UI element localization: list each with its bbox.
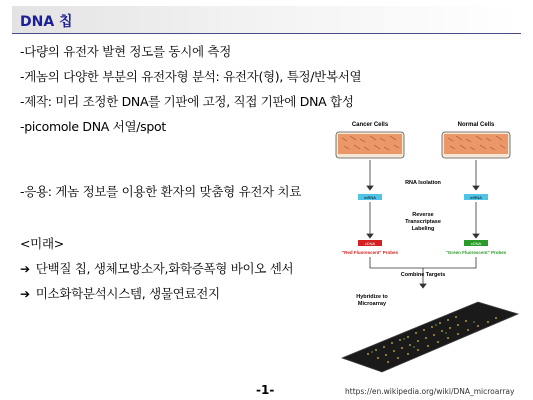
source-url: https://en.wikipedia.org/wiki/DNA_microarray — [345, 387, 515, 396]
bullet-line-2: -게놈의 다양한 부분의 유전자형 분석: 유전자(형), 특정/반복서열 — [20, 69, 362, 84]
dna-microarray-diagram — [328, 118, 523, 380]
hybridize-label-2: Microarray — [357, 301, 387, 307]
mrna-label-normal: mRNA — [470, 194, 482, 200]
normal-petri-dish — [442, 132, 510, 158]
future-item-2 — [20, 284, 220, 302]
cdna-label-red: cDNA — [364, 240, 376, 246]
rna-isolation-label: RNA Isolation — [405, 180, 441, 186]
hybridize-label-1: Hybridize to — [356, 294, 388, 300]
title-bar — [12, 6, 521, 34]
bullet-line-1: -다량의 유전자 발현 정도를 동시에 측정 — [20, 44, 231, 59]
title-divider — [12, 33, 521, 34]
reverse-label-3: Labeling — [411, 226, 435, 232]
mrna-label-cancer: mRNA — [364, 194, 376, 200]
bullet-line-4: -picomole DNA 서열/spot — [20, 119, 166, 134]
cancer-cells-label: Cancer Cells — [351, 122, 389, 128]
reverse-label-1: Reverse — [412, 212, 434, 218]
green-probes-label: "Green Fluorescent" Probes — [445, 250, 507, 255]
future-heading: <미래> — [20, 236, 64, 251]
microarray-slide — [342, 302, 518, 372]
normal-cells-label: Normal Cells — [457, 122, 495, 128]
bullet-line-5: -응용: 게놈 정보를 이용한 환자의 맞춤형 유전자 치료 — [20, 184, 302, 199]
bullet-line-3: -제작: 미리 조정한 DNA를 기판에 고정, 직접 기판에 DNA 합성 — [20, 94, 354, 109]
arrow-right-icon: ➔ — [20, 262, 30, 276]
red-probes-label: "Red Fluorescent" Probes — [341, 250, 399, 255]
page-number: -1- — [256, 383, 275, 397]
combine-targets-label: Combine Targets — [400, 272, 446, 278]
future-item-1-text: 단백질 칩, 생체모방소자,화학증폭형 바이오 센서 — [35, 261, 294, 276]
future-item-1 — [20, 259, 293, 277]
cancer-petri-dish — [336, 132, 404, 158]
reverse-label-2: Transcriptase — [405, 219, 441, 225]
slide-title: DNA 칩 — [20, 14, 73, 30]
cdna-label-green: cDNA — [470, 240, 482, 246]
arrow-right-icon: ➔ — [20, 287, 30, 301]
future-item-2-text: 미소화학분석시스템, 생물연료전지 — [35, 286, 220, 301]
